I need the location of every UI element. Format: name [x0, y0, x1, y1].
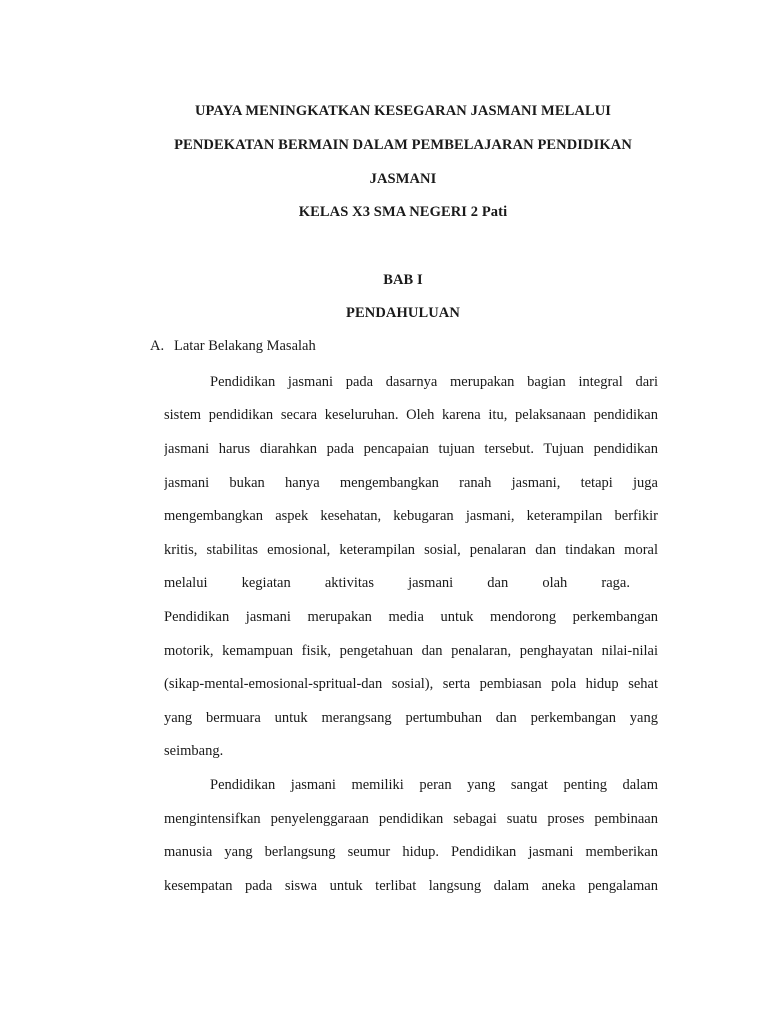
paragraph-1-line-8: Pendidikan jasmani merupakan media untuk mendorong perkembangan [164, 609, 658, 625]
paragraph-1-line-10: (sikap-mental-emosional-spritual-dan sosial), serta pembiasan pola hidup sehat [164, 676, 658, 692]
paragraph-1-line-3: jasmani harus diarahkan pada pencapaian tujuan tersebut. Tujuan pendidikan [164, 441, 658, 457]
section-title: Latar Belakang Masalah [174, 338, 316, 354]
title-line-1: UPAYA MENINGKATKAN KESEGARAN JASMANI MELALUI [194, 103, 612, 119]
chapter-name: PENDAHULUAN [346, 305, 460, 321]
paragraph-1-line-5: mengembangkan aspek kesehatan, kebugaran jasmani, keterampilan berfikir [164, 508, 658, 524]
paragraph-2-line-3: manusia yang berlangsung seumur hidup. Pendidikan jasmani memberikan [164, 844, 658, 860]
paragraph-1-line-11: yang bermuara untuk merangsang pertumbuhan dan perkembangan yang [164, 710, 658, 726]
paragraph-1-line-7: melalui kegiatan aktivitas jasmani dan olah raga. [164, 575, 630, 591]
paragraph-1-line-2: sistem pendidikan secara keseluruhan. Oleh karena itu, pelaksanaan pendidikan [164, 407, 658, 423]
paragraph-1-line-12: seimbang. [164, 743, 224, 759]
title-line-3: JASMANI [369, 171, 437, 187]
paragraph-1-line-9: motorik, kemampuan fisik, pengetahuan dan penalaran, penghayatan nilai-nilai [164, 643, 658, 659]
section-marker: A. [150, 338, 165, 354]
paragraph-2-line-1: Pendidikan jasmani memiliki peran yang sangat penting dalam [210, 777, 658, 793]
title-line-4: KELAS X3 SMA NEGERI 2 Pati [298, 204, 508, 220]
paragraph-2-line-4: kesempatan pada siswa untuk terlibat langsung dalam aneka pengalaman [164, 878, 658, 894]
title-line-2: PENDEKATAN BERMAIN DALAM PEMBELAJARAN PENDIDIKAN [174, 137, 632, 153]
paragraph-1-line-1: Pendidikan jasmani pada dasarnya merupakan bagian integral dari [210, 374, 658, 390]
chapter-number: BAB I [383, 272, 423, 288]
paragraph-1-line-4: jasmani bukan hanya mengembangkan ranah jasmani, tetapi juga [164, 475, 658, 491]
paragraph-2-line-2: mengintensifkan penyelenggaraan pendidikan sebagai suatu proses pembinaan [164, 811, 658, 827]
paragraph-1-line-6: kritis, stabilitas emosional, keterampilan sosial, penalaran dan tindakan moral [164, 542, 658, 558]
section-heading [150, 338, 316, 355]
